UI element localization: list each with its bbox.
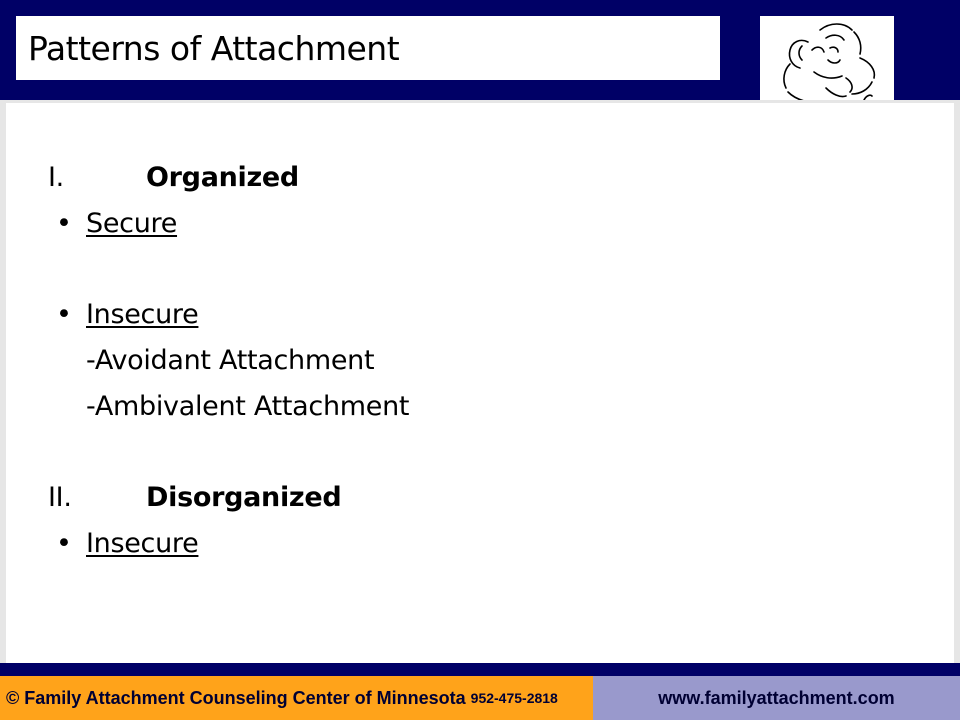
section2-numeral: II.	[48, 482, 72, 513]
footer-website-bar	[593, 676, 960, 720]
sub-ambivalent: -Ambivalent Attachment	[86, 391, 410, 422]
footer-copyright-bar	[0, 676, 593, 720]
section1-heading: Organized	[146, 162, 299, 193]
item-secure: Secure	[86, 208, 178, 239]
item-insecure-1: Insecure	[86, 299, 199, 330]
section1-numeral: I.	[48, 162, 64, 193]
bullet-insecure-1: •	[56, 299, 72, 330]
bullet-insecure-2: •	[56, 528, 72, 559]
footer-phone: 952-475-2818	[470, 690, 558, 706]
section2-heading: Disorganized	[146, 482, 342, 513]
slide-content	[0, 100, 960, 663]
footer-copyright: © Family Attachment Counseling Center of Minnesota	[6, 687, 466, 708]
slide-title: Patterns of Attachment	[28, 28, 400, 68]
item-insecure-2: Insecure	[86, 528, 199, 559]
footer-website[interactable]: www.familyattachment.com	[658, 687, 895, 708]
title-box	[16, 16, 720, 80]
bullet-secure: •	[56, 208, 72, 239]
sub-avoidant: -Avoidant Attachment	[86, 345, 375, 376]
